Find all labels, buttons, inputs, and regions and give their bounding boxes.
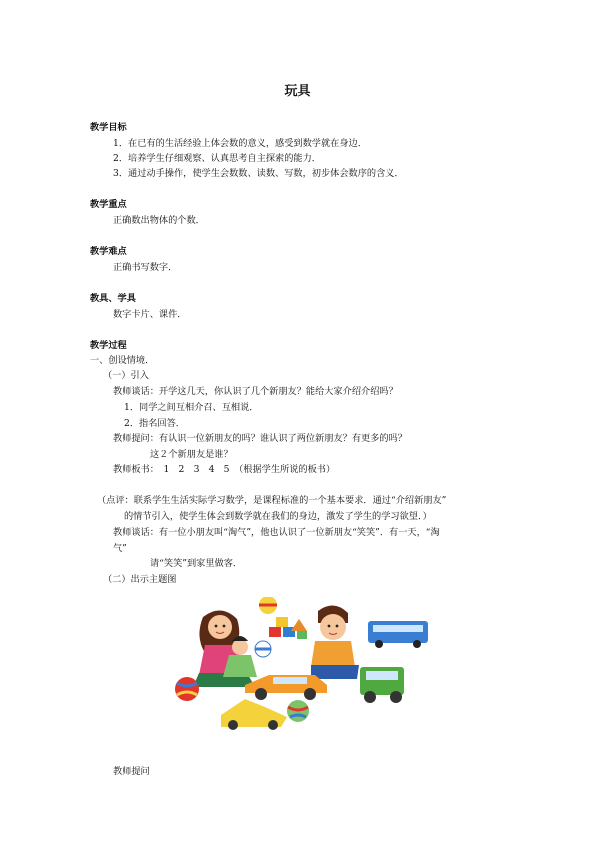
block-icon bbox=[297, 631, 307, 639]
difficulty-heading: 教学难点 bbox=[90, 246, 127, 257]
car-icon bbox=[245, 675, 327, 700]
tools-text: 数字卡片、课件． bbox=[113, 309, 187, 320]
page-title: 玩具 bbox=[284, 84, 311, 99]
ball-icon bbox=[259, 597, 277, 614]
process-heading: 教学过程 bbox=[90, 340, 127, 351]
ball-icon bbox=[175, 677, 199, 701]
goal-item-2: 2．培养学生仔细观察、认真思考自主探索的能力． bbox=[113, 153, 321, 164]
subsection-theme: （二）出示主题图 bbox=[103, 574, 177, 585]
process-line: 教师提问：有认识一位新朋友的吗？谁认识了两位新朋友？有更多的吗？ bbox=[113, 433, 407, 444]
key-point-text: 正确数出物体的个数． bbox=[113, 215, 205, 226]
subsection-intro: （一）引入 bbox=[103, 370, 149, 381]
block-icon bbox=[276, 617, 288, 627]
process-line: 教师板书： 1 2 3 4 5 （根据学生所说的板书） bbox=[113, 464, 336, 475]
goals-heading: 教学目标 bbox=[90, 122, 127, 133]
process-line: 气” bbox=[113, 543, 127, 554]
process-line: 请“笑笑”到家里做客． bbox=[150, 558, 243, 569]
race-car-icon bbox=[221, 699, 287, 730]
tools-heading: 教具、学具 bbox=[90, 293, 136, 304]
block-icon bbox=[269, 627, 281, 637]
process-line: 这２个新朋友是谁？ bbox=[150, 449, 233, 460]
comment-line: （点评：联系学生生活实际学习数学，是课程标准的一个基本要求．通过“介绍新朋友” bbox=[97, 495, 447, 506]
goal-item-3: 3．通过动手操作，使学生会数数、读数、写数，初步体会数序的含义． bbox=[113, 168, 404, 179]
ball-icon bbox=[287, 700, 309, 722]
jeep-icon bbox=[360, 667, 404, 703]
process-line: 教师谈话：有一位小朋友叫“淘气”，他也认识了一位新朋友“笑笑”．有一天，“淘 bbox=[113, 527, 440, 538]
bus-icon bbox=[368, 621, 428, 648]
difficulty-text: 正确书写数字． bbox=[113, 262, 178, 273]
ball-icon bbox=[255, 641, 271, 657]
section-1-heading: 一、创设情境． bbox=[90, 355, 155, 366]
goal-item-1: 1．在已有的生活经验上体会数的意义，感受到数学就在身边． bbox=[113, 138, 367, 149]
comment-line: 的情节引入，使学生体会到数学就在我们的身边，激发了学生的学习欲望．） bbox=[124, 511, 432, 522]
process-line: 教师提问 bbox=[113, 766, 150, 777]
toys-illustration bbox=[165, 597, 440, 737]
process-line: 1．同学之间互相介召、互相说． bbox=[124, 402, 259, 413]
process-line: 教师谈话：开学这几天，你认识了几个新朋友？能给大家介绍介绍吗？ bbox=[113, 386, 398, 397]
boy-figure bbox=[311, 605, 359, 679]
key-point-heading: 教学重点 bbox=[90, 199, 127, 210]
process-line: 2．指名回答． bbox=[124, 418, 185, 429]
block-icon bbox=[291, 619, 307, 631]
